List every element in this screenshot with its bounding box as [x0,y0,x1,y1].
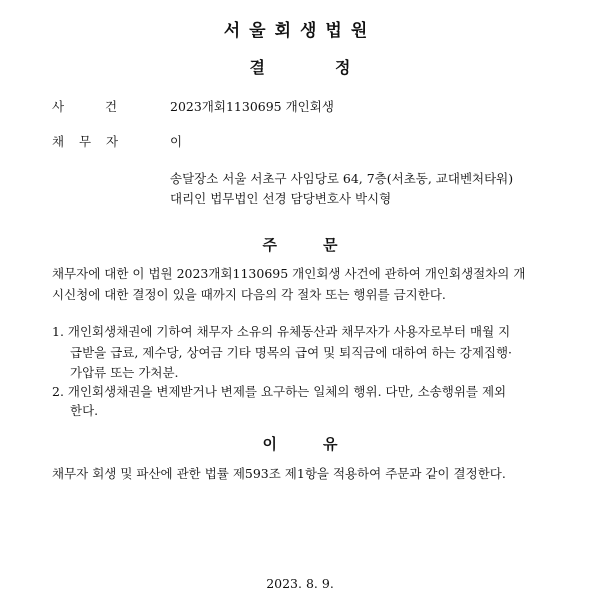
reason-heading: 이유 [262,435,384,453]
debtor-label-char: 채 [52,134,65,149]
case-label-char: 건 [105,99,118,114]
case-number: 2023개회1130695 개인회생 [170,99,334,114]
order-intro-line: 채무자에 대한 이 법원 2023개회1130695 개인회생 사건에 관하여 개인회생절차의 개 [52,266,526,281]
order-item-1: 1. 개인회생채권에 기하여 채무자 소유의 유체동산과 채무자가 사용자로부터 매월 지 [52,324,511,339]
reason-text: 채무자 회생 및 파산에 관한 법률 제593조 제1항을 적용하여 주문과 같이 결정한다. [52,466,506,481]
order-item-1-cont: 급받을 급료, 제수당, 상여금 기타 명목의 급여 및 퇴직금에 대하여 하는 강제집행· [70,345,513,360]
case-label [52,97,117,115]
debtor-name: 이 [170,134,183,149]
order-item-2: 2. 개인회생채권을 변제받거나 변제를 요구하는 일체의 행위. 다만, 소송행위를 제외 [52,384,507,399]
court-name: 서울회생법원 [223,21,377,41]
legal-agent: 대리인 법무법인 선경 담당변호사 박시형 [170,191,392,206]
decision-date: 2023. 8. 9. [266,576,334,591]
order-item-1-cont: 가압류 또는 가처분. [70,365,179,380]
debtor-label-char: 자 [106,134,119,149]
case-label-char: 사 [52,99,65,114]
document-type-title: 결정 [249,58,421,77]
order-item-2-cont: 한다. [70,403,99,418]
order-intro-line: 시신청에 대한 결정이 있을 때까지 다음의 각 절차 또는 행위를 금지한다. [52,287,446,302]
debtor-label-char: 무 [79,134,92,149]
service-address: 송달장소 서울 서초구 사임당로 64, 7층(서초동, 교대벤처타워) [170,171,514,186]
debtor-label [52,132,118,150]
order-heading: 주문 [262,236,384,254]
